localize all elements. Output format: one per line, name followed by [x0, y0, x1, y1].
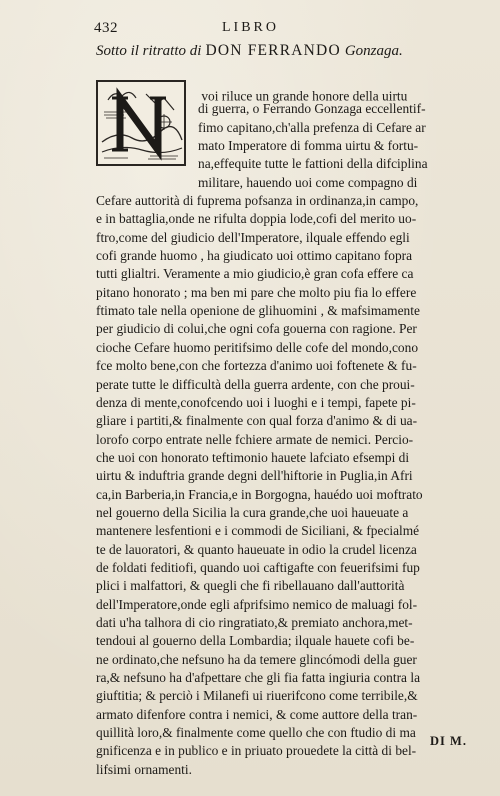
text-line: militare, hauendo uoi come compagno di — [198, 174, 418, 190]
text-line: de foldati feditiofi, quando uoi caftigafte con feuerifsimi fup — [96, 559, 420, 575]
text-line: giuftitia; & perciò i Milanefi ui riuerifcono come terribile,& — [96, 688, 418, 704]
text-line: plici i malfattori, & quegli che fi ribellauano dall'auttorità — [96, 578, 405, 594]
title-surname: Gonzaga. — [344, 43, 403, 59]
page-number: 432 — [94, 20, 118, 36]
text-line: ftimato tale nella openione de glihuomini , & mafsimamente — [96, 303, 420, 319]
text-line: fimo capitano,ch'alla prefenza di Cefare ar — [198, 119, 426, 135]
text-line: uirtu & induftria grande degni dell'hiftorie in Puglia,in Afri — [96, 468, 413, 484]
text-line: Cefare auttorità di fuprema pofsanza in ordinanza,in campo, — [96, 193, 419, 209]
text-line: fce molto bene,con che fortezza d'animo uoi foftenete & fu- — [96, 358, 417, 374]
text-line: lifsimi ornamenti. — [96, 761, 192, 777]
section-title — [96, 42, 476, 60]
body-text — [96, 82, 474, 779]
text-line: cioche Cefare huomo peritifsimo delle cofe del mondo,cono — [96, 339, 419, 355]
text-line: cofi grande huomo , ha giudicato uoi ottimo capitano fopra — [96, 248, 413, 264]
text-line: di guerra, o Ferrando Gonzaga eccellentif- — [198, 101, 426, 117]
text-line: che uoi con honorato teftimonio hauete lafciato efsempi di — [96, 449, 410, 465]
text-line: nel gouerno della Sicilia la cura grande,che uoi haueuate a — [96, 504, 409, 520]
text-line: perate tutte le difficultà della guerra ardente, con che proui- — [96, 376, 415, 392]
text-line: pitano honorato ; ma ben mi pare che molto piu fia lo effere — [96, 284, 417, 300]
text-line: ra,& nefsuno ha d'afpettare che gli fia fatta ingiuria contra la — [96, 670, 421, 685]
text-line: dell'Imperatore,onde egli afprifsimo nemico de maluagi fol- — [96, 596, 418, 612]
text-line: lorofo corpo entrate nelle fchiere armate de nemici. Percio- — [96, 431, 414, 447]
text-line: dati u'ha talhora di cio ringratiato,& premiato anchora,met- — [96, 614, 413, 630]
text-line: na,effequite tutte le fattioni della difciplina — [198, 156, 428, 172]
text-line: quillità loro,& finalmente come quello che con ftudio di ma — [96, 725, 416, 741]
text-line: per giudicio di colui,che ogni cofa gouerna con ragione. Per — [96, 321, 417, 337]
text-line: gnificenza e in publico e in priuato prouedete la città di bel- — [96, 743, 417, 759]
text-line: tutti glialtri. Veramente a mio giudicio,è gran cofa effere ca — [96, 266, 414, 282]
title-lead: Sotto il ritratto di — [96, 43, 202, 59]
text-line: tendoui al gouerno della Lombardia; ilquale hauete cofi be- — [96, 633, 415, 649]
text-line: te de lauoratori, & quanto haueuate in odio la crudel licenza — [96, 541, 417, 557]
text-line: mato Imperatore di fomma uirtu & fortu- — [198, 138, 419, 154]
text-line: ne ordinato,che nefsuno ha da temere glincómodi della guer — [96, 651, 417, 667]
page-header — [94, 20, 424, 40]
text-line: mantenere lesfentioni e i commodi de Siciliani, & fpecialmé — [96, 523, 420, 539]
text-line: ftro,come del giudicio dell'Imperatore, ilquale effendo egli — [96, 229, 410, 245]
text-line: gliare i partiti,& finalmente con qual forza d'animo & di ua- — [96, 413, 418, 429]
text-line: e in battaglia,onde ne rifulta doppia lode,cofi del merito uo- — [96, 211, 417, 227]
catchword: DI M. — [430, 734, 467, 748]
text-line: denza di mente,conofcendo uoi i luoghi e i tempi, fapete pi- — [96, 394, 416, 410]
text-line: armato difenfore contra i nemici, & come auttore della tran- — [96, 706, 418, 722]
title-name: DON FERRANDO — [205, 42, 341, 59]
text-line: ca,in Barberia,in Francia,e in Borgogna, hauédo uoi moftrato — [96, 486, 423, 502]
running-head: LIBRO — [222, 20, 279, 35]
text-line: voi riluce un grande honore della uirtu — [198, 88, 408, 104]
